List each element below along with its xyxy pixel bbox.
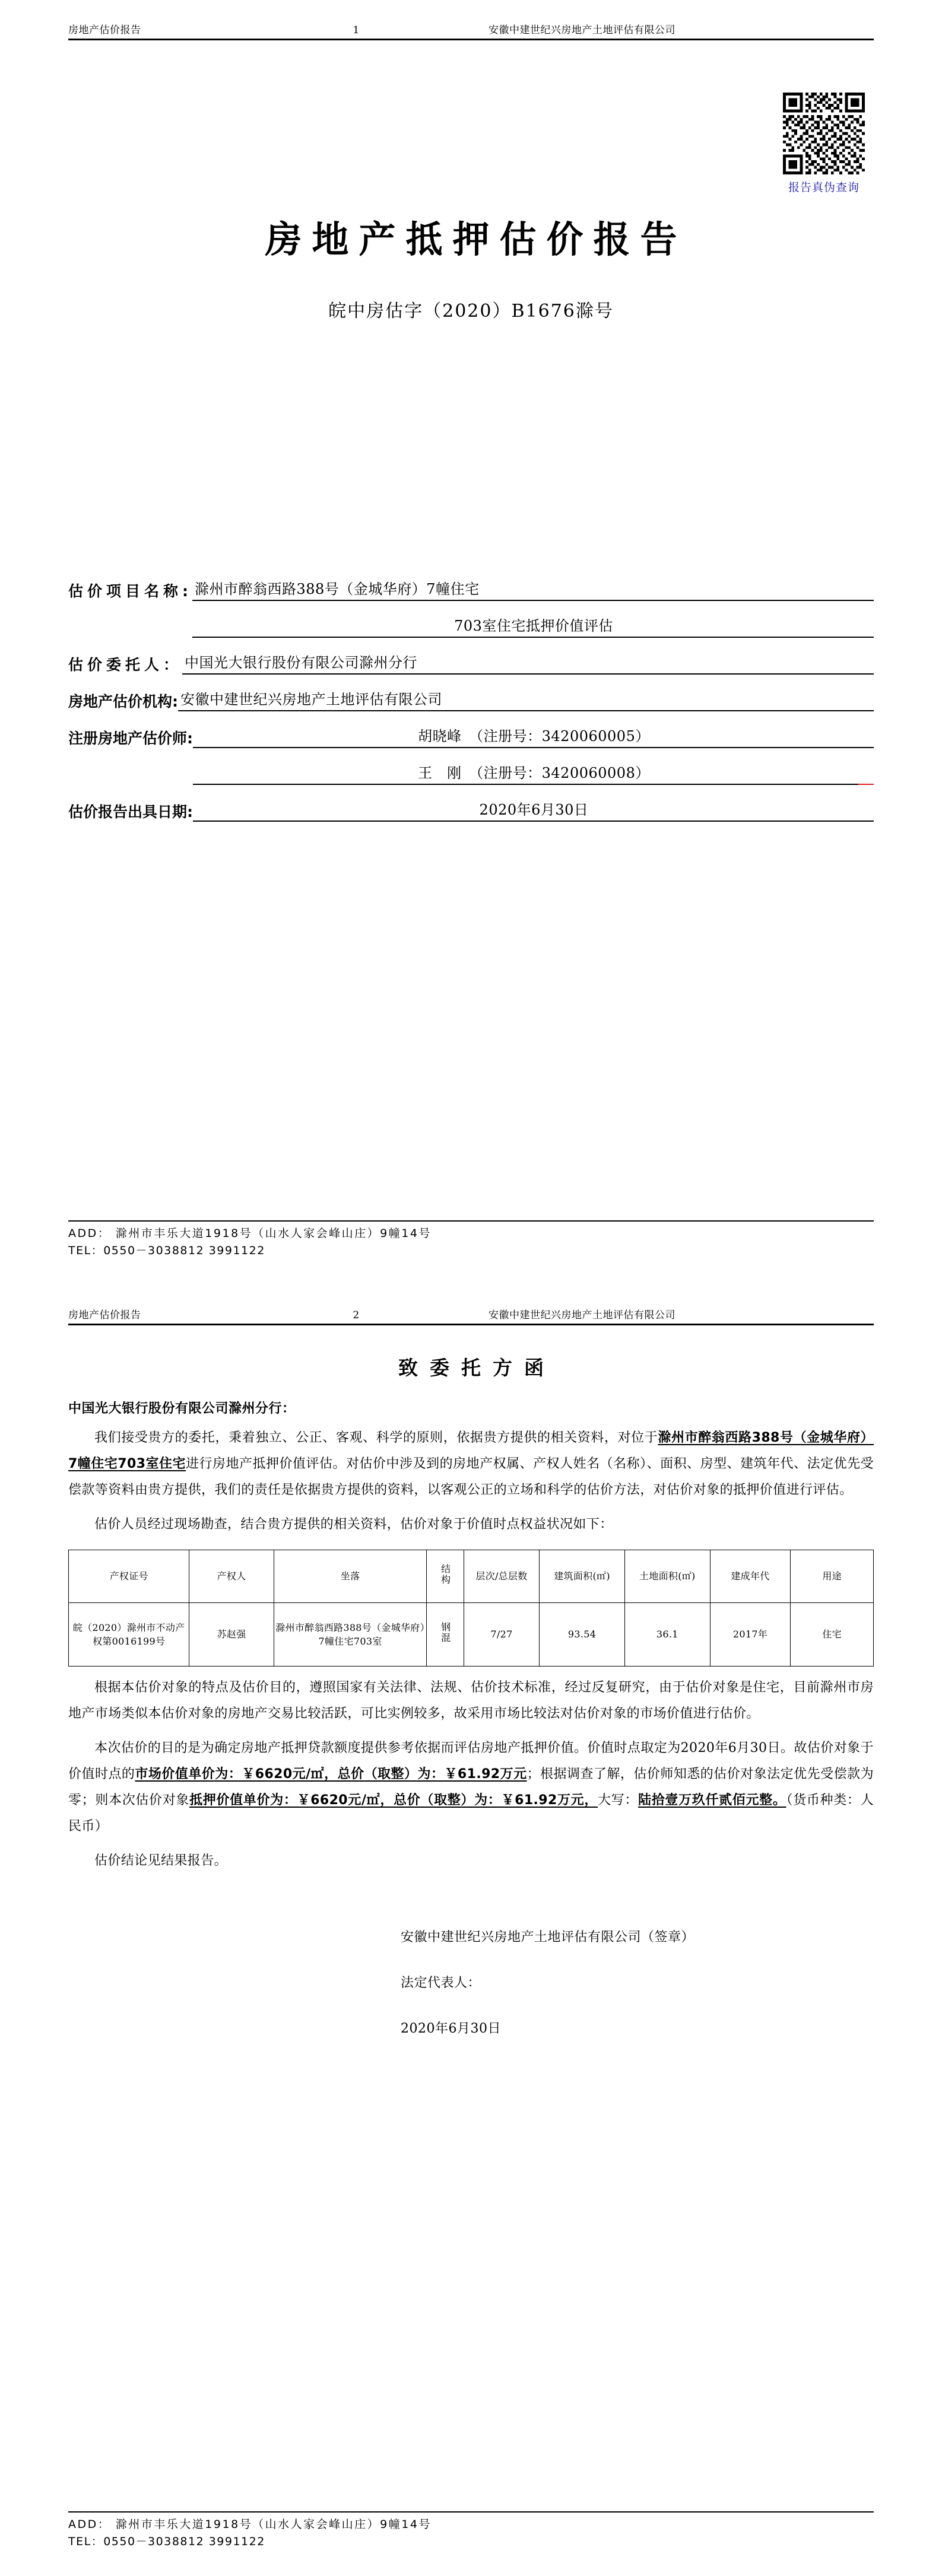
para4-part-a: 本次估价的目的是为确定房地产抵押贷款额度提供参考依据而评估房地产抵押价值。价值时点取定为2020年6月30日。故估价对象于价值时点的	[68, 1741, 874, 1782]
footer-address: ADD： 滁州市丰乐大道1918号（山水人家会峰山庄）9幢14号	[68, 1227, 432, 1240]
running-header-page-number-2: 2	[353, 1309, 360, 1321]
cell-location: 滁州市醉翁西路388号（金城华府）7幢住宅703室	[274, 1603, 427, 1667]
running-header-left: 房地产估价报告	[68, 24, 141, 36]
running-header-right: 安徽中建世纪兴房地产土地评估有限公司	[489, 24, 675, 36]
para1-part-b: 进行房地产抵押价值评估。对估价中涉及到的房地产权属、产权人姓名（名称）、面积、房型、建筑年代、法定优先受偿款等资料由贵方提供，我们的责任是依据贵方提供的资料，以客观公正的立场和科学的估价方法，对估价对象的抵押价值进行评估。	[68, 1456, 874, 1497]
letter-paragraph-5: 估价结论见结果报告。	[94, 1853, 228, 1868]
th-structure	[427, 1550, 464, 1603]
field-appraiser-2	[68, 761, 874, 785]
running-header-page2	[68, 1285, 874, 1324]
th-structure-text: 结构	[439, 1563, 451, 1585]
signature-block	[68, 1929, 874, 2038]
field-issue-date	[68, 798, 874, 822]
field-appraiser-label: 注册房地产估价师:	[68, 730, 193, 748]
page-letter	[0, 1285, 942, 2576]
page-title: 房地产抵押估价报告	[265, 218, 687, 261]
cell-floor: 7/27	[464, 1603, 539, 1667]
running-header-left-2: 房地产估价报告	[68, 1309, 141, 1321]
th-floor: 层次/总层数	[464, 1550, 539, 1603]
cell-land-area: 36.1	[624, 1603, 710, 1667]
field-project-name	[68, 577, 874, 601]
field-issue-date-label: 估价报告出具日期:	[68, 803, 193, 821]
letter-title: 致委托方函	[398, 1356, 556, 1379]
footer-rule-2	[68, 2511, 874, 2513]
para4-part-d: 大写：	[598, 1793, 639, 1808]
property-rights-table	[68, 1550, 874, 1667]
cell-usage: 住宅	[791, 1603, 874, 1667]
field-issue-date-value[interactable]: 2020年6月30日	[193, 798, 874, 822]
cell-built-year: 2017年	[710, 1603, 791, 1667]
para4-value-in-words: 陆拾壹万玖仟贰佰元整。	[638, 1793, 786, 1808]
para4-mortgage-value: 抵押价值单价为：￥6620元/㎡，总价（取整）为：￥61.92万元，	[189, 1793, 598, 1808]
cell-cert-no: 皖（2020）滁州市不动产权第0016199号	[69, 1603, 189, 1667]
field-client-value[interactable]: 中国光大银行股份有限公司滁州分行	[182, 651, 874, 675]
letter-addressee: 中国光大银行股份有限公司滁州分行：	[68, 1401, 296, 1416]
field-agency-value[interactable]: 安徽中建世纪兴房地产土地评估有限公司	[178, 688, 874, 711]
field-project-name-label: 估价项目名称:	[68, 583, 192, 600]
table-header-row	[69, 1550, 874, 1603]
header-rule	[68, 39, 874, 40]
field-project-name-continued	[68, 614, 874, 638]
page-footer-2	[68, 2511, 874, 2550]
th-usage: 用途	[791, 1550, 874, 1603]
table-row	[69, 1603, 874, 1667]
page-cover	[0, 0, 942, 1285]
table-header	[69, 1550, 874, 1603]
footer-rule	[68, 1220, 874, 1222]
letter-paragraph-2: 估价人员经过现场勘查，结合贵方提供的相关资料，估价对象于价值时点权益状况如下：	[94, 1517, 613, 1532]
cell-structure-text: 钢混	[439, 1621, 451, 1643]
field-project-name-value-line2[interactable]: 703室住宅抵押价值评估	[192, 614, 874, 638]
field-agency	[68, 688, 874, 711]
signature-legal-representative: 法定代表人：	[401, 1975, 481, 1990]
field-agency-label: 房地产估价机构:	[68, 693, 178, 711]
th-building-area: 建筑面积(㎡)	[540, 1550, 625, 1603]
para1-part-a: 我们接受贵方的委托，秉着独立、公正、客观、科学的原则，依据贵方提供的相关资料，对位于	[94, 1430, 658, 1445]
para4-part-c: ；根据调查了解，估价师知悉的估价对象法定优先受偿款为零；则本次估价对象	[68, 1767, 874, 1808]
qr-verification-block[interactable]	[779, 93, 869, 195]
th-built-year: 建成年代	[710, 1550, 791, 1603]
letter-paragraph-3: 根据本估价对象的特点及估价目的，遵照国家有关法律、法规、估价技术标准，经过反复研究，由于估价对象是住宅，目前滁州市房地产市场类似本估价对象的房地产交易比较活跃，可比实例较多，故采用市场比较法对估价对象的市场价值进行估价。	[68, 1680, 874, 1721]
th-land-area: 土地面积(㎡)	[624, 1550, 710, 1603]
running-header-page1	[68, 0, 874, 39]
para1-property-reference: 滁州市醉翁西路388号（金城华府）7幢住宅703室住宅	[68, 1430, 874, 1471]
cell-structure	[427, 1603, 464, 1667]
letter-paragraph-4	[68, 1735, 874, 1840]
cover-field-list	[68, 577, 874, 822]
field-appraiser-1	[68, 724, 874, 748]
field-appraiser-2-value[interactable]: 王 刚 （注册号：3420060008）	[193, 761, 874, 785]
para4-part-e: （货币种类：人民币）	[68, 1793, 874, 1834]
th-cert-no: 产权证号	[69, 1550, 189, 1603]
header-rule-2	[68, 1324, 874, 1325]
running-header-page-number: 1	[353, 24, 360, 36]
cell-owner: 苏赵强	[189, 1603, 274, 1667]
cell-building-area: 93.54	[540, 1603, 625, 1667]
signature-company: 安徽中建世纪兴房地产土地评估有限公司（签章）	[401, 1930, 695, 1945]
th-owner: 产权人	[189, 1550, 274, 1603]
report-serial-number: 皖中房估字（2020）B1676滁号	[328, 301, 614, 322]
footer-telephone: TEL：0550－3038812 3991122	[68, 1244, 265, 1257]
running-header-right-2: 安徽中建世纪兴房地产土地评估有限公司	[489, 1309, 675, 1321]
field-client-label: 估价委托人：	[68, 656, 183, 674]
th-location: 坐落	[274, 1550, 427, 1603]
qr-code-icon[interactable]	[783, 93, 865, 174]
field-client	[68, 651, 874, 675]
signature-date: 2020年6月30日	[401, 2021, 501, 2036]
para4-market-value: 市场价值单价为：￥6620元/㎡，总价（取整）为：￥61.92万元	[135, 1767, 527, 1782]
field-appraiser-1-value[interactable]: 胡晓峰 （注册号：3420060005）	[193, 724, 874, 748]
letter-paragraph-1	[68, 1425, 874, 1503]
footer-telephone-2: TEL：0550－3038812 3991122	[68, 2534, 265, 2548]
table-body	[69, 1603, 874, 1667]
page-footer-1	[68, 1220, 874, 1259]
footer-address-2: ADD： 滁州市丰乐大道1918号（山水人家会峰山庄）9幢14号	[68, 2518, 432, 2531]
qr-caption: 报告真伪查询	[788, 181, 859, 194]
field-project-name-value-line1[interactable]: 滁州市醉翁西路388号（金城华府）7幢住宅	[192, 577, 874, 601]
